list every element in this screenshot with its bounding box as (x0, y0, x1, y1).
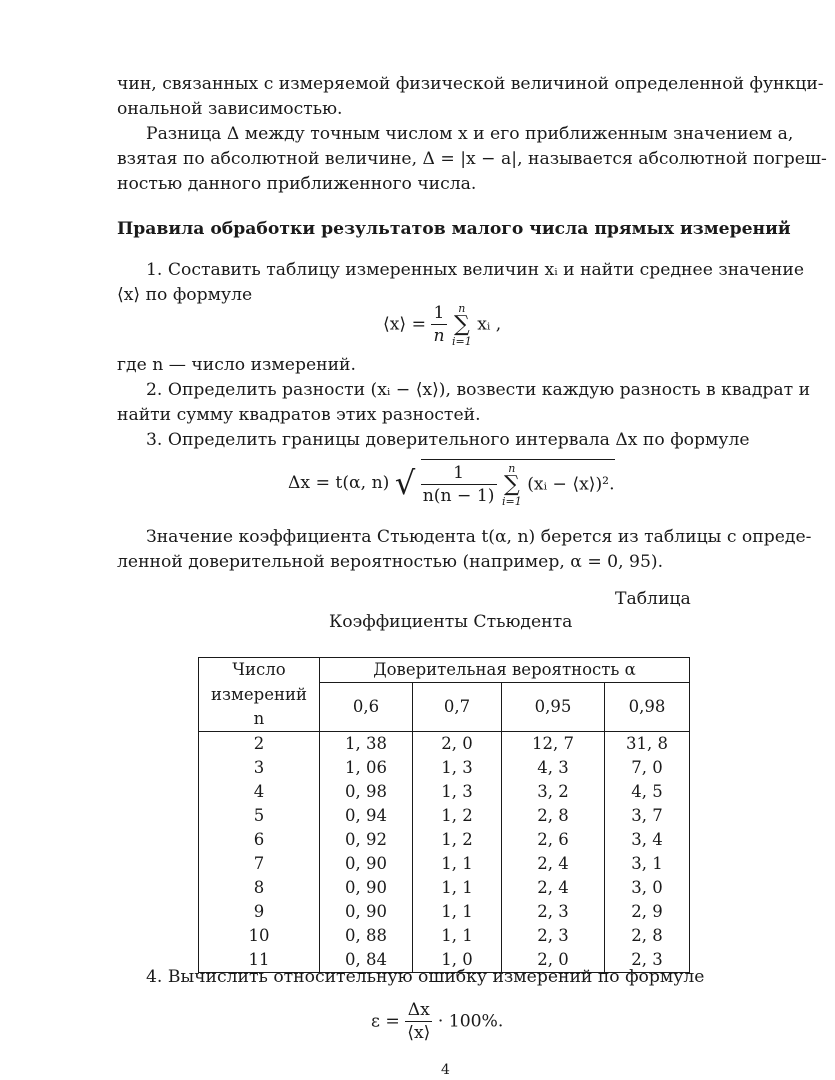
step4-line1: 4. Вычислить относительную ошибку измерений по формуле (146, 967, 705, 987)
table-row (199, 900, 690, 924)
table-cell: 0, 94 (320, 804, 413, 828)
table-cell: 2, 0 (502, 948, 605, 973)
table-cell: 2, 9 (605, 900, 690, 924)
header-alpha: 0,6 (320, 683, 413, 732)
table-cell: 31, 8 (605, 731, 690, 756)
page-number: 4 (441, 1062, 450, 1078)
table-cell: 2, 4 (502, 876, 605, 900)
table-cell: 0, 90 (320, 900, 413, 924)
table-cell: 3, 4 (605, 828, 690, 852)
mean-formula-lhs: ⟨x⟩ = (383, 314, 426, 335)
section-heading: Правила обработки результатов малого числа прямых измерений (117, 219, 791, 239)
step1-line2: ⟨x⟩ по формуле (117, 285, 253, 305)
table-cell: 1, 2 (413, 828, 502, 852)
table-title: Коэффициенты Стьюдента (329, 612, 573, 632)
table-cell: 0, 90 (320, 876, 413, 900)
sum-upper-limit: n (508, 461, 516, 475)
step3-note-line2: ленной доверительной вероятностью (например, α = 0, 95). (117, 552, 664, 572)
table-cell: 0, 98 (320, 780, 413, 804)
mean-formula-numerator: 1 (431, 302, 446, 325)
table-cell: 5 (199, 804, 320, 828)
mean-formula-fraction (431, 302, 446, 347)
table-row (199, 780, 690, 804)
table-cell: 3, 0 (605, 876, 690, 900)
header-count-line1: Число (199, 658, 320, 683)
table-cell: 8 (199, 876, 320, 900)
table-cell: 3, 1 (605, 852, 690, 876)
relative-error-lhs: ε = (371, 1011, 400, 1032)
relative-error-denominator: ⟨x⟩ (407, 1023, 431, 1043)
table-cell: 2, 0 (413, 731, 502, 756)
step1-after: где n — число измерений. (117, 355, 356, 375)
interval-formula-lhs: Δx = t(α, n) (288, 473, 390, 493)
student-coefficients-table (198, 657, 690, 973)
table-cell: 0, 84 (320, 948, 413, 973)
table-cell: 2, 3 (502, 900, 605, 924)
step3-note-line1: Значение коэффициента Стьюдента t(α, n) берется из таблицы с опреде- (146, 527, 812, 547)
table-row (199, 876, 690, 900)
table-cell: 1, 3 (413, 780, 502, 804)
header-alpha: 0,7 (413, 683, 502, 732)
table-cell: 0, 90 (320, 852, 413, 876)
table-cell: 1, 3 (413, 756, 502, 780)
relative-error-formula (371, 999, 503, 1044)
interval-formula-denominator: n(n − 1) (422, 486, 495, 506)
table-cell: 1, 0 (413, 948, 502, 973)
step2-line2: найти сумму квадратов этих разностей. (117, 405, 481, 425)
table-cell: 1, 1 (413, 924, 502, 948)
interval-formula-fraction (421, 462, 497, 507)
sqrt-icon: √ (394, 464, 416, 502)
table-row (199, 924, 690, 948)
interval-formula-rhs: (xᵢ − ⟨x⟩)². (527, 474, 615, 495)
table-cell: 11 (199, 948, 320, 973)
table-cell: 2, 3 (605, 948, 690, 973)
table-cell: 6 (199, 828, 320, 852)
table-cell: 1, 2 (413, 804, 502, 828)
sigma-symbol: ∑ (503, 471, 520, 497)
paragraph2-line1: Разница Δ между точным числом x и его приближенным значением a, (146, 124, 794, 144)
table-row (199, 731, 690, 756)
sigma-symbol: ∑ (453, 311, 470, 337)
step3-line1: 3. Определить границы доверительного интервала Δx по формуле (146, 430, 750, 450)
header-alpha: 0,95 (502, 683, 605, 732)
table-cell: 4 (199, 780, 320, 804)
table-cell: 12, 7 (502, 731, 605, 756)
paragraph1-line2: ональной зависимостью. (117, 99, 343, 119)
sum-lower-limit: i=1 (501, 494, 522, 508)
table-cell: 0, 88 (320, 924, 413, 948)
sum-lower-limit: i=1 (451, 334, 472, 348)
mean-formula-rhs: xᵢ , (477, 314, 502, 335)
mean-formula-sum (452, 303, 472, 347)
table-cell: 1, 06 (320, 756, 413, 780)
table-row (199, 852, 690, 876)
step2-line1: 2. Определить разности (xᵢ − ⟨x⟩), возвести каждую разность в квадрат и (146, 380, 811, 400)
table-cell: 2, 8 (502, 804, 605, 828)
table-row (199, 756, 690, 780)
table-row (199, 828, 690, 852)
relative-error-fraction (405, 999, 432, 1044)
table-cell: 10 (199, 924, 320, 948)
table-cell: 7, 0 (605, 756, 690, 780)
sum-upper-limit: n (458, 301, 466, 315)
table-cell: 2, 8 (605, 924, 690, 948)
table-cell: 0, 92 (320, 828, 413, 852)
table-cell: 7 (199, 852, 320, 876)
relative-error-rhs: · 100%. (437, 1011, 504, 1032)
table-cell: 2, 4 (502, 852, 605, 876)
table-cell: 2 (199, 731, 320, 756)
header-count-line2: измерений n (199, 683, 320, 732)
mean-formula (383, 302, 501, 347)
header-alpha: 0,98 (605, 683, 690, 732)
table-row (199, 804, 690, 828)
table-cell: 2, 6 (502, 828, 605, 852)
table-cell: 4, 3 (502, 756, 605, 780)
paragraph2-line2: взятая по абсолютной величине, Δ = |x − a|, называется абсолютной погреш- (117, 149, 827, 169)
table-cell: 4, 5 (605, 780, 690, 804)
step1-line1: 1. Составить таблицу измеренных величин xᵢ и найти среднее значение (146, 260, 805, 280)
table-cell: 1, 38 (320, 731, 413, 756)
interval-formula (288, 459, 615, 507)
sqrt-radicand (421, 459, 615, 507)
interval-formula-sum (502, 463, 522, 507)
table-cell: 3, 7 (605, 804, 690, 828)
table-cell: 1, 1 (413, 852, 502, 876)
interval-formula-numerator: 1 (421, 462, 497, 485)
table-label: Таблица (615, 589, 691, 609)
table-cell: 3 (199, 756, 320, 780)
table-cell: 1, 1 (413, 876, 502, 900)
header-probability: Доверительная вероятность α (320, 658, 690, 683)
paragraph2-line3: ностью данного приближенного числа. (117, 174, 477, 194)
table-cell: 2, 3 (502, 924, 605, 948)
table-cell: 1, 1 (413, 900, 502, 924)
paragraph1-line1: чин, связанных с измеряемой физической величиной определенной функци- (117, 74, 824, 94)
table-cell: 9 (199, 900, 320, 924)
table-cell: 3, 2 (502, 780, 605, 804)
relative-error-numerator: Δx (405, 999, 432, 1022)
mean-formula-denominator: n (433, 326, 445, 346)
